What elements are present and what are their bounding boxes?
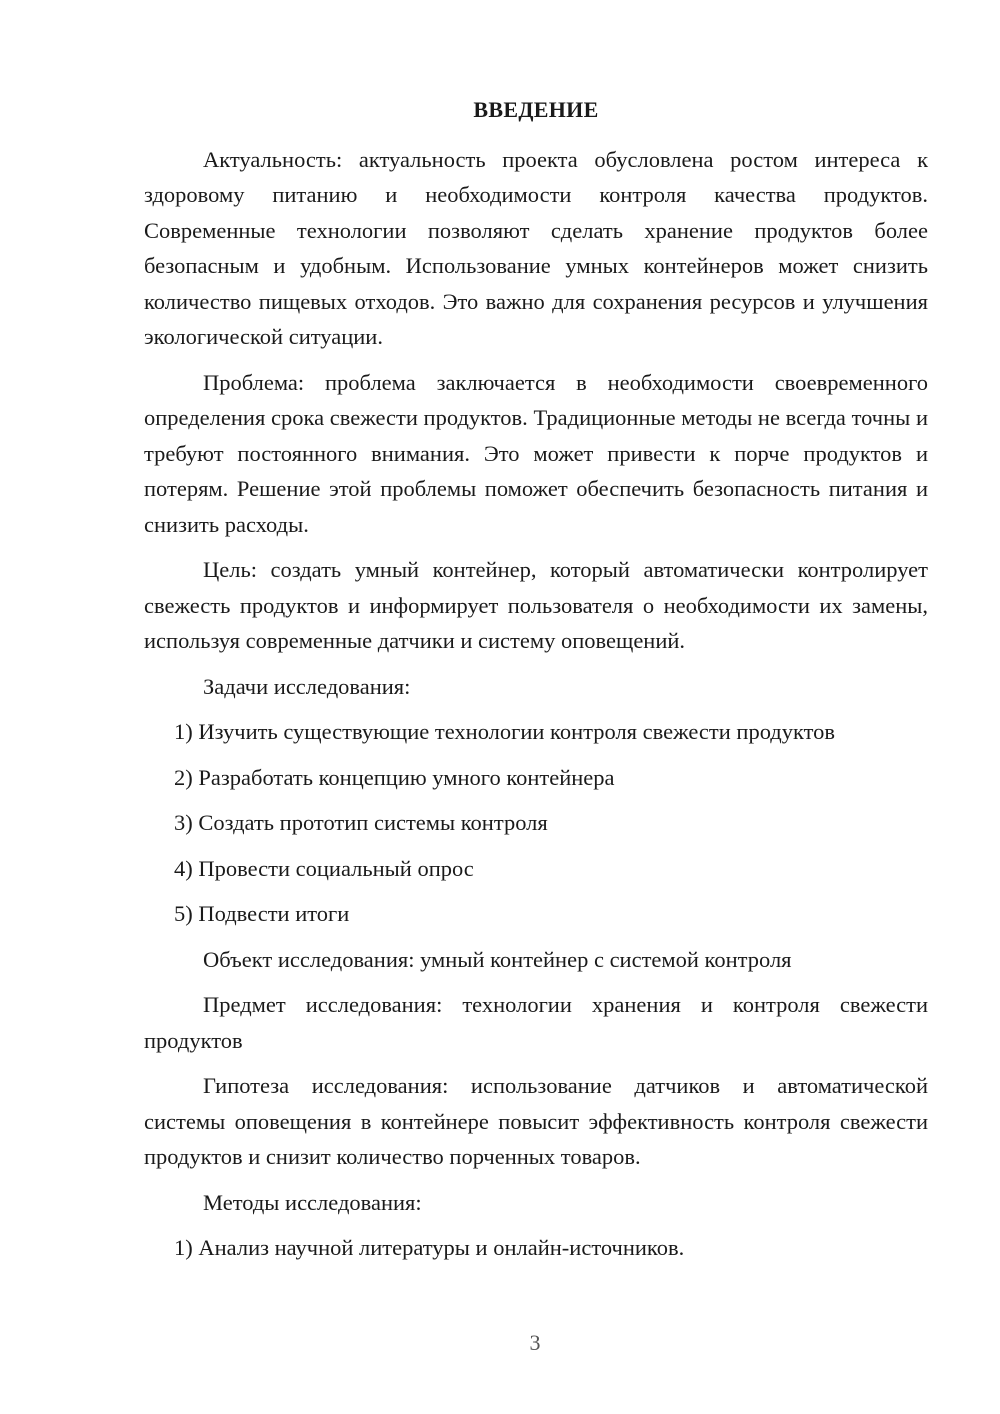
goal-paragraph: Цель: создать умный контейнер, который автоматически контролирует свежесть продуктов и информирует пользователя о необходимости их замены, используя современные датчики и систему оповещений. [144,557,928,653]
page-number: 3 [529,1330,541,1355]
method-item: 1) Анализ научной литературы и онлайн-источников. [174,1235,685,1260]
hypothesis-paragraph: Гипотеза исследования: использование датчиков и автоматической системы оповещения в контейнере повысит эффективность контроля свежести продуктов и снизит количество порченных товаров. [144,1073,928,1169]
task-item: 2) Разработать концепцию умного контейнера [174,764,615,790]
page-title: ВВЕДЕНИЕ [473,97,599,122]
tasks-heading: Задачи исследования: [203,673,411,699]
methods-heading: Методы исследования: [203,1189,422,1215]
relevance-paragraph: Актуальность: актуальность проекта обусловлена ростом интереса к здоровому питанию и необходимости контроля качества продуктов. Современные технологии позволяют сделать хранение продуктов более безопасным и удобным. Использование умных контейнеров может снизить количество пищевых отходов. Это важно для сохранения ресурсов и улучшения экологической ситуации. [144,146,928,349]
object-paragraph: Объект исследования: умный контейнер с системой контроля [203,946,792,972]
task-item: 5) Подвести итоги [174,901,350,926]
problem-paragraph: Проблема: проблема заключается в необходимости своевременного определения срока свежести продуктов. Традиционные методы не всегда точны и требуют постоянного внимания. Это может привести к порче продуктов и потерям. Решение этой проблемы поможет обеспечить безопасность питания и снизить расходы. [144,369,928,537]
task-item: 3) Создать прототип системы контроля [174,810,548,835]
task-item: 4) Провести социальный опрос [174,855,474,881]
page-content [144,92,928,1276]
task-item: 1) Изучить существующие технологии контроля свежести продуктов [174,719,836,744]
subject-paragraph: Предмет исследования: технологии хранения и контроля свежести продуктов [144,992,928,1053]
